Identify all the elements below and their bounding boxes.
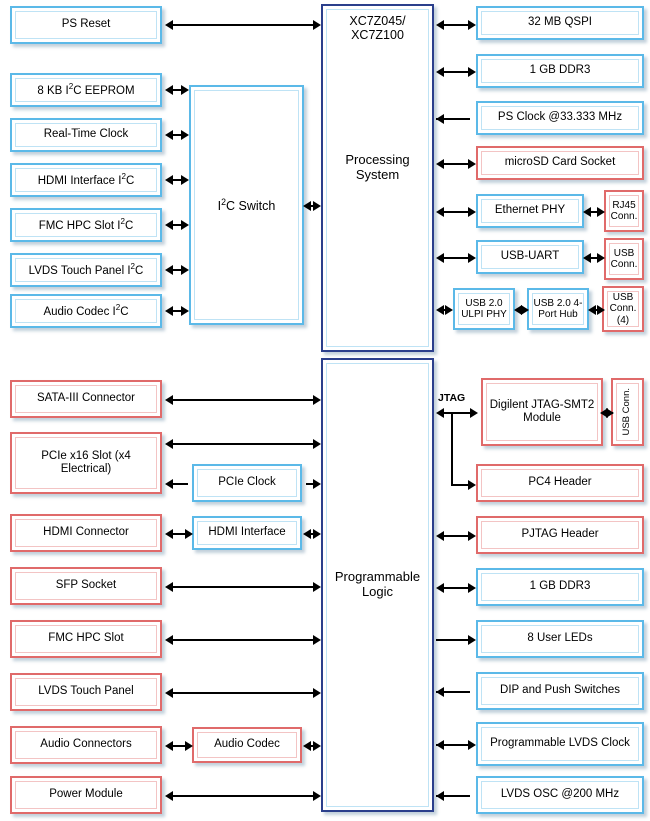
- ps-ddr3-label: 1 GB DDR3: [529, 64, 591, 77]
- user-leds-block: [476, 620, 644, 658]
- audio-codec-label: Audio Codec: [214, 738, 280, 751]
- pc4-header-block: [476, 464, 644, 502]
- pjtag-header-label: PJTAG Header: [521, 528, 599, 541]
- pcie-clock-label: PCIe Clock: [218, 476, 276, 489]
- lvds-osc-label: LVDS OSC @200 MHz: [500, 788, 620, 801]
- arrow-icon: [468, 740, 476, 750]
- rj45-conn-label: RJ45 Conn.: [610, 199, 638, 222]
- arrow-icon: [313, 582, 321, 592]
- dip-switches-block: [476, 672, 644, 710]
- programmable-lvds-clock-label: Programmable LVDS Clock: [490, 737, 630, 750]
- connector-line: [440, 535, 470, 537]
- pl-title: Programmable Logic: [334, 569, 421, 599]
- arrow-icon: [436, 687, 444, 697]
- arrow-icon: [313, 741, 321, 751]
- arrow-icon: [436, 740, 444, 750]
- arrow-icon: [468, 531, 476, 541]
- arrow-icon: [165, 582, 173, 592]
- usb-uart-label: USB-UART: [500, 250, 560, 263]
- connector-line: [170, 692, 313, 694]
- arrow-icon: [583, 253, 591, 263]
- sfp-socket-block: [10, 567, 162, 605]
- i2c-switch-label: $I^2C$ Switch: [217, 196, 276, 213]
- arrow-icon: [185, 741, 193, 751]
- programmable-logic-block: [321, 358, 434, 812]
- fmc-hpc-i2c-label: FMC HPC Slot $I^2C$: [38, 216, 134, 232]
- arrow-icon: [468, 159, 476, 169]
- pcie-slot-label: PCIe x16 Slot (x4 Electrical): [41, 449, 131, 475]
- arrow-icon: [165, 20, 173, 30]
- connector-line: [440, 587, 470, 589]
- pl-ddr3-block: [476, 568, 644, 606]
- arrow-icon: [303, 741, 311, 751]
- arrow-icon: [165, 635, 173, 645]
- usb-conn-uart-block: [604, 238, 644, 280]
- lvds-touch-i2c-block: [10, 253, 162, 287]
- arrow-icon: [165, 130, 173, 140]
- microsd-block: [476, 146, 644, 180]
- connector-line: [170, 795, 313, 797]
- rtc-label: Real-Time Clock: [43, 128, 129, 141]
- arrow-icon: [436, 114, 444, 124]
- arrow-icon: [597, 253, 605, 263]
- usb-conn-4-label: USB Conn. (4): [609, 291, 637, 326]
- rtc-block: [10, 118, 162, 152]
- arrow-icon: [468, 20, 476, 30]
- arrow-icon: [436, 207, 444, 217]
- arrow-icon: [313, 201, 321, 211]
- fmc-hpc-slot-block: [10, 620, 162, 658]
- arrow-icon: [165, 439, 173, 449]
- arrow-icon: [436, 20, 444, 30]
- arrow-icon: [468, 67, 476, 77]
- arrow-icon: [588, 305, 596, 315]
- arrow-icon: [597, 207, 605, 217]
- connector-line: [440, 71, 470, 73]
- arrow-icon: [165, 85, 173, 95]
- hdmi-interface-block: [192, 516, 302, 550]
- arrow-icon: [436, 159, 444, 169]
- arrow-icon: [181, 175, 189, 185]
- pjtag-header-block: [476, 516, 644, 554]
- usb-conn-jtag-block: [611, 378, 644, 446]
- arrow-icon: [303, 201, 311, 211]
- connector-line: [440, 257, 470, 259]
- hdmi-interface-label: HDMI Interface: [208, 526, 286, 539]
- hdmi-connector-block: [10, 514, 162, 552]
- usb-ulpi-phy-label: USB 2.0 ULPI PHY: [461, 297, 507, 320]
- ps-part-line2: XC7Z100: [351, 28, 404, 43]
- connector-line: [436, 639, 470, 641]
- connector-line: [440, 163, 470, 165]
- arrow-icon: [521, 305, 529, 315]
- eeprom-block: [10, 73, 162, 107]
- arrow-icon: [583, 207, 591, 217]
- pcie-slot-block: [10, 432, 162, 494]
- dip-switches-label: DIP and Push Switches: [500, 684, 620, 697]
- usb-conn-4-block: [602, 286, 644, 332]
- power-module-block: [10, 776, 162, 814]
- arrow-icon: [165, 265, 173, 275]
- pcie-clock-block: [192, 464, 302, 502]
- arrow-icon: [303, 529, 311, 539]
- ethernet-phy-label: Ethernet PHY: [494, 204, 566, 217]
- arrow-icon: [165, 529, 173, 539]
- arrow-icon: [165, 479, 173, 489]
- pl-ddr3-label: 1 GB DDR3: [529, 580, 591, 593]
- arrow-icon: [165, 395, 173, 405]
- arrow-icon: [436, 791, 444, 801]
- arrow-icon: [165, 306, 173, 316]
- pc4-header-label: PC4 Header: [528, 476, 592, 489]
- arrow-icon: [185, 529, 193, 539]
- arrow-icon: [436, 67, 444, 77]
- arrow-icon: [436, 583, 444, 593]
- usb-uart-block: [476, 240, 584, 274]
- jtag-smt2-label: Digilent JTAG-SMT2 Module: [489, 398, 595, 424]
- microsd-label: microSD Card Socket: [504, 156, 616, 169]
- audio-codec-i2c-label: Audio Codec $I^2C$: [43, 302, 129, 318]
- lvds-touch-panel-label: LVDS Touch Panel: [38, 685, 134, 698]
- arrow-icon: [165, 175, 173, 185]
- arrow-icon: [165, 741, 173, 751]
- qspi-block: [476, 6, 644, 40]
- arrow-icon: [313, 688, 321, 698]
- eeprom-label: 8 KB $I^2C$ EEPROM: [37, 81, 135, 97]
- arrow-icon: [468, 583, 476, 593]
- fmc-hpc-slot-label: FMC HPC Slot: [48, 632, 124, 645]
- ps-ddr3-block: [476, 54, 644, 88]
- arrow-icon: [470, 408, 478, 418]
- connector-line: [170, 24, 313, 26]
- arrow-icon: [436, 531, 444, 541]
- user-leds-label: 8 User LEDs: [527, 632, 593, 645]
- arrow-icon: [165, 688, 173, 698]
- arrow-icon: [313, 635, 321, 645]
- connector-line: [440, 24, 470, 26]
- ps-clock-block: [476, 101, 644, 135]
- sfp-socket-label: SFP Socket: [55, 579, 117, 592]
- audio-codec-i2c-block: [10, 294, 162, 328]
- ps-part-line1: XC7Z045/: [349, 14, 406, 28]
- hdmi-connector-label: HDMI Connector: [43, 526, 129, 539]
- sata-connector-block: [10, 380, 162, 418]
- power-module-label: Power Module: [49, 788, 123, 801]
- rj45-conn-block: [604, 190, 644, 232]
- arrow-icon: [606, 408, 614, 418]
- arrow-icon: [165, 791, 173, 801]
- connector-line: [440, 211, 470, 213]
- usb-conn-jtag-label: USB Conn.: [621, 388, 633, 436]
- arrow-icon: [181, 220, 189, 230]
- arrow-icon: [436, 408, 444, 418]
- hdmi-i2c-block: [10, 163, 162, 197]
- arrow-icon: [313, 791, 321, 801]
- connector-line: [170, 399, 313, 401]
- connector-line: [170, 443, 313, 445]
- ps-reset-label: PS Reset: [61, 18, 111, 31]
- connector-line: [451, 412, 453, 486]
- arrow-icon: [313, 529, 321, 539]
- arrow-icon: [181, 306, 189, 316]
- arrow-icon: [468, 253, 476, 263]
- arrow-icon: [181, 265, 189, 275]
- jtag-annotation: JTAG: [438, 392, 466, 404]
- connector-line: [440, 412, 474, 414]
- lvds-touch-panel-block: [10, 673, 162, 711]
- audio-connectors-block: [10, 726, 162, 764]
- arrow-icon: [181, 85, 189, 95]
- lvds-touch-i2c-label: LVDS Touch Panel $I^2C$: [28, 261, 144, 277]
- arrow-icon: [445, 305, 453, 315]
- i2c-switch-block: [189, 85, 304, 325]
- arrow-icon: [313, 20, 321, 30]
- ps-reset-block: [10, 6, 162, 44]
- audio-codec-block: [192, 727, 302, 763]
- arrow-icon: [468, 480, 476, 490]
- connector-line: [170, 586, 313, 588]
- usb-hub-block: [527, 288, 589, 330]
- arrow-icon: [436, 253, 444, 263]
- fmc-hpc-i2c-block: [10, 208, 162, 242]
- arrow-icon: [313, 439, 321, 449]
- sata-connector-label: SATA-III Connector: [37, 392, 135, 405]
- arrow-icon: [468, 635, 476, 645]
- processing-system-block: [321, 4, 434, 352]
- arrow-icon: [436, 305, 444, 315]
- hdmi-i2c-label: HDMI Interface $I^2C$: [37, 171, 135, 187]
- jtag-smt2-block: [481, 378, 603, 446]
- usb-conn-uart-label: USB Conn.: [610, 247, 638, 270]
- usb-hub-label: USB 2.0 4-Port Hub: [533, 297, 583, 320]
- ethernet-phy-block: [476, 194, 584, 228]
- connector-line: [170, 639, 313, 641]
- audio-connectors-label: Audio Connectors: [40, 738, 132, 751]
- arrow-icon: [181, 130, 189, 140]
- arrow-icon: [313, 395, 321, 405]
- programmable-lvds-clock-block: [476, 722, 644, 766]
- ps-clock-label: PS Clock @33.333 MHz: [497, 111, 623, 124]
- qspi-label: 32 MB QSPI: [528, 16, 592, 29]
- arrow-icon: [468, 207, 476, 217]
- lvds-osc-block: [476, 776, 644, 814]
- ps-title: Processing System: [345, 151, 410, 182]
- arrow-icon: [313, 479, 321, 489]
- usb-ulpi-phy-block: [453, 288, 515, 330]
- arrow-icon: [165, 220, 173, 230]
